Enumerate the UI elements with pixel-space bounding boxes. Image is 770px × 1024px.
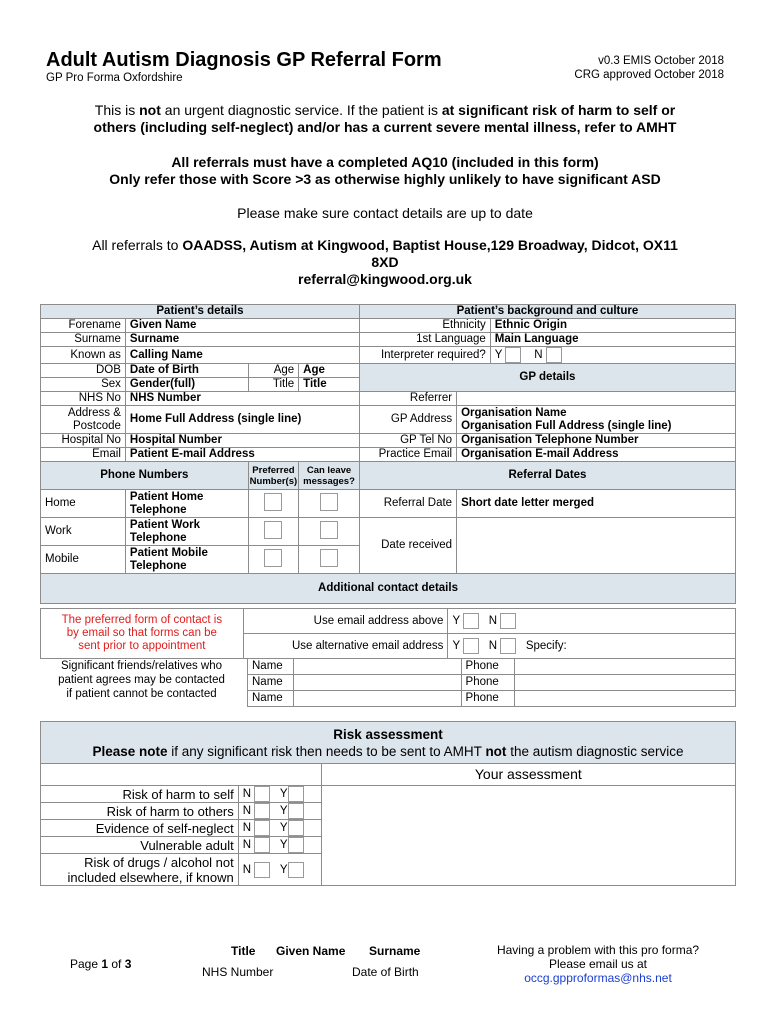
no-label: N [488,640,498,653]
work-phone-line: Telephone [129,531,187,544]
contact-name-label: Name [248,659,294,675]
patient-details-heading: Patient’s details [41,305,360,319]
home-phone-field[interactable] [125,490,248,518]
gp-address-field[interactable] [457,406,736,434]
org-name: Organisation Name [461,406,567,419]
notice-bold: others (including self-neglect) and/or has a current severe mental illness, refer to AMHT [93,119,677,135]
interpreter-no-label: N [534,349,543,362]
referral-date-label: Referral Date [359,490,456,518]
interpreter-yes-checkbox[interactable] [505,347,521,363]
home-message-checkbox[interactable] [320,493,338,511]
language-label: 1st Language [359,333,490,347]
risk-item-line: Risk of drugs / alcohol not [84,854,234,870]
surname-label: Surname [41,333,126,347]
title-field[interactable]: Title [299,378,360,392]
risk-item-label: Evidence of self-neglect [41,820,239,837]
help-email-link[interactable]: occg.gpproformas@nhs.net [524,971,672,985]
date-received-label: Date received [359,518,456,574]
referral-address-bold: OAADSS, Autism at Kingwood, Baptist House,129 Broadway, Didcot, OX11 [182,237,678,253]
interpreter-no-checkbox[interactable] [546,347,562,363]
gp-details-heading: GP details [359,364,735,392]
note-line: sent prior to appointment [78,640,206,652]
contact-phone-label: Phone [461,675,514,691]
forename-field[interactable]: Given Name [125,319,359,333]
risk-note [45,743,731,760]
leave-messages-heading [299,462,360,490]
approval-line: CRG approved October 2018 [574,69,724,81]
nhs-field[interactable]: NHS Number [125,392,359,406]
mobile-phone-line: Telephone [129,559,187,572]
risk-item-label [41,854,239,886]
interpreter-yes-label: Y [494,349,503,362]
use-alt-email-options [448,634,736,659]
interpreter-options [490,347,735,364]
use-alt-email-label: Use alternative email address [243,634,448,659]
friends-line: Significant friends/relatives who [60,660,223,672]
yes-label: Y [279,805,288,818]
version-line: v0.3 EMIS October 2018 [598,55,724,67]
risk-blank-cell [41,764,322,786]
org-address: Organisation Full Address (single line) [461,419,672,432]
surname-field[interactable]: Surname [125,333,359,347]
patient-details-table [40,304,736,604]
phone-numbers-heading: Phone Numbers [41,462,249,490]
home-preferred-cell [248,490,299,518]
ethnicity-field[interactable]: Ethnic Origin [490,319,735,333]
risk-item-label: Risk of harm to self [41,786,239,803]
preferred-contact-note [41,609,244,659]
page-current: 1 [101,957,109,971]
no-label: N [488,615,498,628]
hospital-label: Hospital No [41,434,126,448]
yes-label: Y [279,839,288,852]
footer-surname: Surname [369,944,421,958]
mobile-preferred-cell [248,546,299,574]
gp-tel-label: GP Tel No [359,434,456,448]
aq10-notice [40,154,730,188]
contact-name-field[interactable] [293,675,461,691]
risk-heading-cell [41,722,736,764]
work-message-cell [299,518,360,546]
form-title: Adult Autism Diagnosis GP Referral Form [46,49,442,71]
note-line: The preferred form of contact is [61,614,223,626]
referral-dates-heading: Referral Dates [359,462,735,490]
ethnicity-label: Ethnicity [359,319,490,333]
background-heading: Patient’s background and culture [359,305,735,319]
age-label: Age [248,364,299,378]
address-label-line: Address & [67,406,121,419]
aq10-line: All referrals must have a completed AQ10 (included in this form) [171,154,599,170]
yes-label: Y [279,863,288,876]
aq10-line: Only refer those with Score >3 as otherwise highly unlikely to have significant ASD [109,171,661,187]
footer-dob: Date of Birth [352,965,419,979]
urgency-notice [40,102,730,136]
referral-text: All referrals to [92,237,183,253]
additional-contact-heading: Additional contact details [41,574,736,604]
version-info [574,54,724,82]
contacts-table [247,658,736,707]
risk-options [238,786,321,803]
work-phone-label: Work [41,518,126,546]
your-assessment-field[interactable] [321,786,735,886]
footer-title: Title [231,944,256,958]
leave-line: Can leave [306,464,352,476]
risk-no-checkbox[interactable] [254,820,270,836]
use-email-above-options [448,609,736,634]
your-assessment-heading: Your assessment [321,764,735,786]
referral-address [40,237,730,288]
sex-label: Sex [41,378,126,392]
page-label: Page [70,957,102,971]
contact-phone-field[interactable] [514,659,735,675]
risk-no-checkbox[interactable] [254,786,270,802]
yes-label: Y [452,615,460,628]
risk-note-not: not [485,743,507,759]
friends-relatives-note [40,659,243,701]
work-preferred-cell [248,518,299,546]
title-label: Title [248,378,299,392]
contact-name-label: Name [248,675,294,691]
no-label: N [242,863,252,876]
known-as-label: Known as [41,347,126,364]
risk-yes-checkbox[interactable] [288,820,304,836]
use-email-above-no-checkbox[interactable] [500,613,516,629]
risk-options [238,837,321,854]
footer-nhs-number: NHS Number [202,965,274,979]
risk-yes-checkbox[interactable] [288,862,304,878]
mobile-phone-field[interactable] [125,546,248,574]
no-label: N [242,822,252,835]
language-field[interactable]: Main Language [490,333,735,347]
leave-line: messages? [303,475,355,487]
risk-note-text: the autism diagnostic service [506,743,684,759]
notice-not: not [139,102,161,118]
work-phone-line: Patient Work [129,518,200,531]
risk-item-line: included elsewhere, if known [67,869,234,885]
notice-text: an urgent diagnostic service. If the patient is [160,102,442,118]
footer-given-name: Given Name [276,944,346,958]
contact-name-field[interactable] [293,659,461,675]
risk-no-checkbox[interactable] [254,803,270,819]
mobile-message-checkbox[interactable] [320,549,338,567]
page-of: of [108,957,125,971]
mobile-preferred-checkbox[interactable] [264,549,282,567]
forename-label: Forename [41,319,126,333]
contact-phone-field[interactable] [514,691,735,707]
email-label: Email [41,448,126,462]
work-message-checkbox[interactable] [320,521,338,539]
risk-note-bold: Please note [92,743,168,759]
yes-label: Y [279,822,288,835]
risk-options [238,854,321,886]
no-label: N [242,805,252,818]
additional-contact-table [40,608,736,659]
friends-line: patient agrees may be contacted [58,674,225,686]
no-label: N [242,839,252,852]
postcode-label-line: Postcode [72,419,121,432]
risk-heading: Risk assessment [333,726,443,742]
risk-options [238,803,321,820]
sex-field[interactable]: Gender(full) [125,378,248,392]
use-email-above-yes-checkbox[interactable] [463,613,479,629]
yes-label: Y [279,788,288,801]
referrer-field[interactable] [457,392,736,406]
specify-label: Specify: [525,640,567,653]
risk-no-checkbox[interactable] [254,862,270,878]
page-number [70,957,131,971]
risk-yes-checkbox[interactable] [288,786,304,802]
practice-email-label: Practice Email [359,448,456,462]
risk-assessment-table [40,721,736,886]
mobile-message-cell [299,546,360,574]
gp-tel-field[interactable]: Organisation Telephone Number [457,434,736,448]
contact-name-label: Name [248,691,294,707]
risk-note-text: if any significant risk then needs to be sent to AMHT [167,743,486,759]
email-field[interactable]: Patient E-mail Address [125,448,359,462]
home-preferred-checkbox[interactable] [264,493,282,511]
no-label: N [242,788,252,801]
friends-line: if patient cannot be contacted [66,688,217,700]
form-subtitle: GP Pro Forma Oxfordshire [46,72,183,84]
referrer-label: Referrer [359,392,456,406]
dob-label: DOB [41,364,126,378]
home-message-cell [299,490,360,518]
mobile-phone-line: Patient Mobile [129,546,208,559]
risk-item-label: Vulnerable adult [41,837,239,854]
notice-bold: at significant risk of harm to self or [441,102,676,118]
known-as-field[interactable]: Calling Name [125,347,359,364]
date-received-field[interactable] [457,518,736,574]
preferred-line: Preferred [252,464,295,476]
risk-yes-checkbox[interactable] [288,803,304,819]
age-field[interactable]: Age [299,364,360,378]
hospital-field[interactable]: Hospital Number [125,434,359,448]
dob-field[interactable]: Date of Birth [125,364,248,378]
referral-date-field[interactable]: Short date letter merged [457,490,736,518]
contact-phone-label: Phone [461,691,514,707]
risk-item-label: Risk of harm to others [41,803,239,820]
use-alt-email-no-checkbox[interactable] [500,638,516,654]
referral-email: referral@kingwood.org.uk [298,271,472,287]
contact-name-field[interactable] [293,691,461,707]
home-phone-label: Home [41,490,126,518]
contact-phone-field[interactable] [514,675,735,691]
practice-email-field[interactable]: Organisation E-mail Address [457,448,736,462]
risk-options [238,820,321,837]
contact-note: Please make sure contact details are up to date [237,205,533,221]
yes-label: Y [452,640,460,653]
interpreter-label: Interpreter required? [359,347,490,364]
work-preferred-checkbox[interactable] [264,521,282,539]
mobile-phone-label: Mobile [41,546,126,574]
page-total: 3 [124,957,132,971]
help-line: Having a problem with this pro forma? [496,943,700,957]
referral-postcode: 8XD [371,254,399,270]
use-email-above-label: Use email address above [243,609,448,634]
risk-yes-checkbox[interactable] [288,837,304,853]
help-line: Please email us at [548,957,648,971]
notice-text: This is [94,102,140,118]
nhs-label: NHS No [41,392,126,406]
help-contact [468,943,728,985]
preferred-line: Number(s) [249,475,298,487]
home-phone-line: Patient Home [129,490,204,503]
address-field[interactable]: Home Full Address (single line) [125,406,359,434]
preferred-number-heading [248,462,299,490]
gp-address-label: GP Address [359,406,456,434]
risk-no-checkbox[interactable] [254,837,270,853]
address-label [41,406,126,434]
note-line: by email so that forms can be [66,627,217,639]
use-alt-email-yes-checkbox[interactable] [463,638,479,654]
work-phone-field[interactable] [125,518,248,546]
contact-phone-label: Phone [461,659,514,675]
home-phone-line: Telephone [129,503,187,516]
